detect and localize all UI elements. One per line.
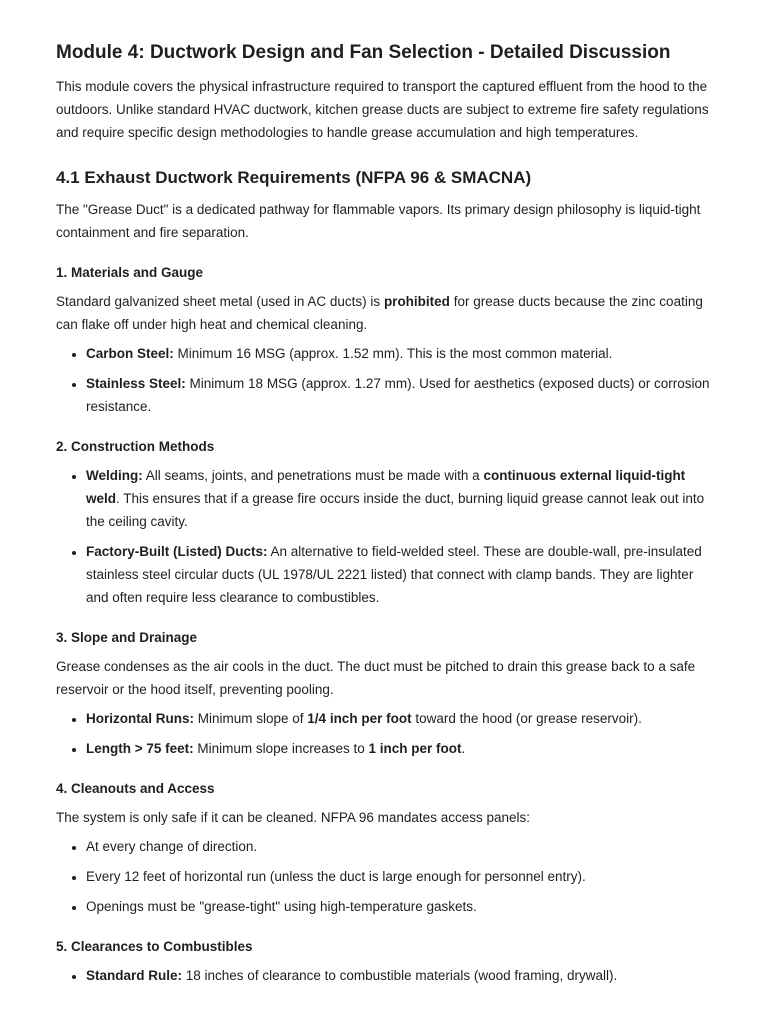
- materials-paragraph: Standard galvanized sheet metal (used in AC ducts) is prohibited for grease ducts because the zinc coating can flake off under high heat and chemical cleaning.: [56, 294, 703, 332]
- list-item: • Length > 75 feet: Minimum slope increases to 1 inch per foot.: [86, 737, 712, 760]
- page-title: Module 4: Ductwork Design and Fan Selection - Detailed Discussion: [56, 42, 671, 63]
- cleanouts-paragraph: The system is only safe if it can be cleaned. NFPA 96 mandates access panels:: [56, 810, 530, 825]
- section-heading: 4.1 Exhaust Ductwork Requirements (NFPA 96 & SMACNA): [56, 168, 532, 187]
- list-item: • At every change of direction.: [86, 835, 712, 858]
- list-item: • Welding: All seams, joints, and penetrations must be made with a continuous external liquid-tight weld. This ensures that if a grease fire occurs inside the duct, burning liquid grease cannot leak out into the ceiling cavity.: [86, 464, 712, 533]
- slope-heading: 3. Slope and Drainage: [56, 630, 198, 645]
- slope-list: [56, 707, 712, 760]
- list-item: • Horizontal Runs: Minimum slope of 1/4 inch per foot toward the hood (or grease reservoir).: [86, 707, 712, 730]
- materials-heading: 1. Materials and Gauge: [56, 265, 204, 280]
- section-intro: The "Grease Duct" is a dedicated pathway for flammable vapors. Its primary design philosophy is liquid-tight containment and fire separation.: [56, 202, 701, 240]
- list-item: • Factory-Built (Listed) Ducts: An alternative to field-welded steel. These are double-wall, pre-insulated stainless steel circular ducts (UL 1978/UL 2221 listed) that connect with clamp bands. They are lighter and often require less clearance to combustibles.: [86, 540, 712, 609]
- materials-list: [56, 342, 712, 418]
- cleanouts-list: [56, 835, 712, 918]
- slope-paragraph: Grease condenses as the air cools in the duct. The duct must be pitched to drain this grease back to a safe reservoir or the hood itself, preventing pooling.: [56, 659, 696, 697]
- clearances-heading: 5. Clearances to Combustibles: [56, 939, 253, 954]
- cleanouts-heading: 4. Cleanouts and Access: [56, 781, 215, 796]
- list-item: • Stainless Steel: Minimum 18 MSG (approx. 1.27 mm). Used for aesthetics (exposed ducts) or corrosion resistance.: [86, 372, 712, 418]
- construction-heading: 2. Construction Methods: [56, 439, 215, 454]
- list-item: • Every 12 feet of horizontal run (unless the duct is large enough for personnel entry).: [86, 865, 712, 888]
- list-item: • Carbon Steel: Minimum 16 MSG (approx. 1.52 mm). This is the most common material.: [86, 342, 712, 365]
- list-item: • Openings must be "grease-tight" using high-temperature gaskets.: [86, 895, 712, 918]
- construction-list: [56, 464, 712, 609]
- intro-paragraph: This module covers the physical infrastructure required to transport the captured effluent from the hood to the outdoors. Unlike standard HVAC ductwork, kitchen grease ducts are subject to extreme fire safety regulations and require specific design methodologies to handle grease accumulation and high temperatures.: [56, 79, 709, 140]
- clearances-list: [56, 964, 712, 987]
- list-item: • Standard Rule: 18 inches of clearance to combustible materials (wood framing, drywall).: [86, 964, 712, 987]
